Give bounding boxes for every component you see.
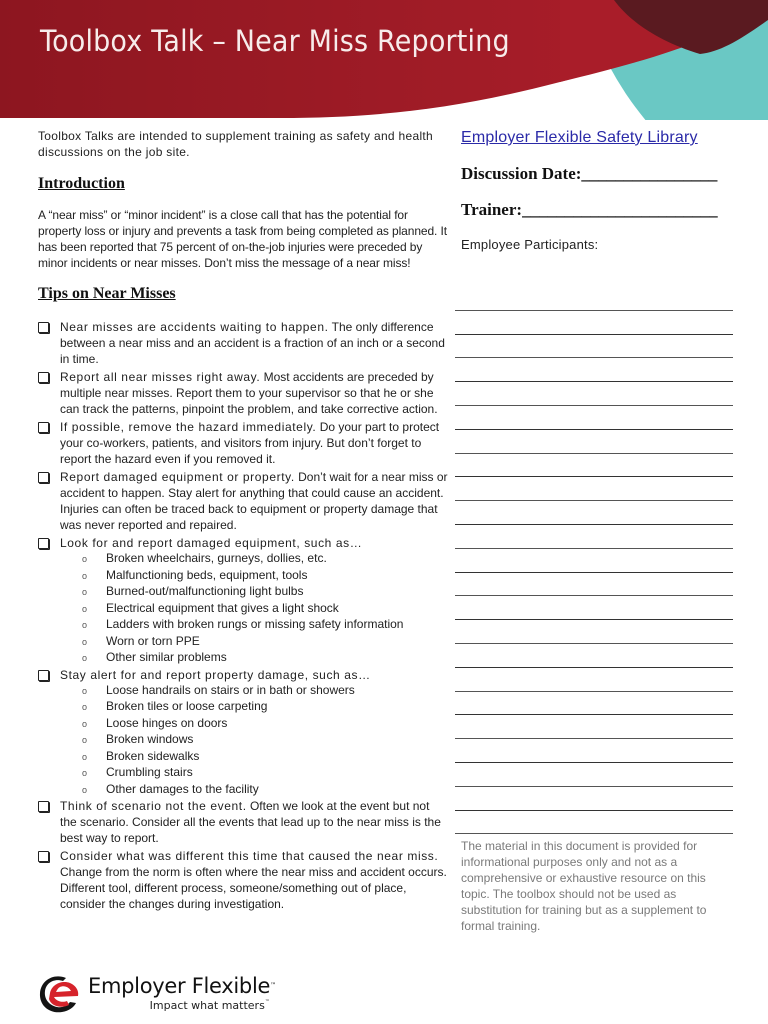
header-banner	[0, 0, 768, 120]
sublist-item: o Broken wheelchairs, gurneys, dollies, etc.	[82, 551, 448, 568]
trademark-mark: ™	[264, 999, 270, 1005]
participant-signature-line[interactable]	[455, 787, 733, 811]
participant-signature-line[interactable]	[455, 573, 733, 597]
hollow-bullet-icon: o	[82, 603, 88, 614]
sublist-item: o Broken tiles or loose carpeting	[82, 699, 448, 716]
sublist-item: o Loose handrails on stairs or in bath or showers	[82, 683, 448, 700]
checkbox-icon[interactable]	[38, 372, 49, 383]
participant-signature-line[interactable]	[455, 644, 733, 668]
main-content	[38, 128, 448, 914]
sublist-item: o Other damages to the facility	[82, 782, 448, 799]
sublist-item: o Electrical equipment that gives a light shock	[82, 601, 448, 618]
tip-body: Don’t wait for a near miss or accident to happen. Stay alert for anything that could cause an accident. Injuries can often be traced back to equipment or property damage that was never reported and repaired.	[60, 470, 448, 532]
participant-signature-line[interactable]	[455, 739, 733, 763]
tips-list	[38, 319, 448, 912]
introduction-heading: Introduction	[38, 175, 125, 192]
hollow-bullet-icon: o	[82, 718, 88, 729]
header-swoosh-graphic	[0, 0, 768, 120]
sublist-item: o Malfunctioning beds, equipment, tools	[82, 568, 448, 585]
tip-item	[38, 369, 448, 417]
logo-tagline: Impact what matters	[149, 999, 265, 1012]
hollow-bullet-icon: o	[82, 554, 88, 564]
tip-lead: Look for and report damaged equipment, such as…	[60, 536, 363, 550]
sublist-item: o Burned-out/malfunctioning light bulbs	[82, 584, 448, 601]
participant-signature-line[interactable]	[455, 430, 733, 454]
participant-signature-line[interactable]	[455, 620, 733, 644]
hollow-bullet-icon: o	[82, 751, 88, 762]
intro-lead-text: Toolbox Talks are intended to supplement training as safety and health discussions on the job site.	[38, 129, 434, 159]
checkbox-icon[interactable]	[38, 538, 49, 549]
tip-lead: If possible, remove the hazard immediately.	[60, 420, 317, 434]
participant-signature-line[interactable]	[455, 715, 733, 739]
participant-signature-lines	[455, 287, 733, 834]
employer-flexible-logo	[36, 970, 276, 1016]
checkbox-icon[interactable]	[38, 472, 49, 483]
participant-signature-line[interactable]	[455, 477, 733, 501]
page-title: Toolbox Talk – Near Miss Reporting	[40, 24, 510, 58]
checkbox-icon[interactable]	[38, 801, 49, 812]
checkbox-icon[interactable]	[38, 851, 49, 862]
trainer-field[interactable]	[461, 200, 735, 220]
trademark-mark: ™	[270, 982, 276, 989]
participant-signature-line[interactable]	[455, 549, 733, 573]
discussion-date-label: Discussion Date:	[461, 164, 582, 183]
checkbox-icon[interactable]	[38, 670, 49, 681]
participant-signature-line[interactable]	[455, 406, 733, 430]
checkbox-icon[interactable]	[38, 322, 49, 333]
sublist-item: o Crumbling stairs	[82, 765, 448, 782]
hollow-bullet-icon: o	[82, 570, 88, 581]
hollow-bullet-icon: o	[82, 653, 88, 663]
participant-signature-line[interactable]	[455, 811, 733, 835]
participant-signature-line[interactable]	[455, 311, 733, 335]
hollow-bullet-icon: o	[82, 685, 88, 696]
participant-signature-line[interactable]	[455, 358, 733, 382]
introduction-body: A “near miss” or “minor incident” is a close call that has the potential for property loss or injury and prevents a task from being completed as planned. It has been reported that 75 percent of on-the-job injuries were preceded by minor incidents or near misses. Don’t miss the message of a near miss!	[38, 208, 447, 270]
logo-e-icon	[36, 970, 82, 1016]
participant-signature-line[interactable]	[455, 335, 733, 359]
equipment-damage-sublist	[38, 551, 448, 667]
tip-item	[38, 667, 448, 683]
tips-heading: Tips on Near Misses	[38, 285, 176, 302]
checkbox-icon[interactable]	[38, 422, 49, 433]
hollow-bullet-icon: o	[82, 768, 88, 778]
hollow-bullet-icon: o	[82, 636, 88, 647]
participant-signature-line[interactable]	[455, 763, 733, 787]
participant-signature-line[interactable]	[455, 668, 733, 692]
property-damage-sublist	[38, 683, 448, 799]
tip-lead: Report damaged equipment or property.	[60, 470, 295, 484]
tip-body: Often we look at the event but not the scenario. Consider all the events that lead up to the near miss is the best way to report.	[60, 799, 441, 845]
sublist-item: o Worn or torn PPE	[82, 634, 448, 651]
participants-label: Employee Participants:	[461, 237, 599, 252]
tip-item	[38, 535, 448, 551]
tip-lead: Stay alert for and report property damage, such as…	[60, 667, 371, 682]
participant-signature-line[interactable]	[455, 692, 733, 716]
sublist-item: o Other similar problems	[82, 650, 448, 667]
tip-lead: Consider what was different this time that caused the near miss.	[60, 849, 439, 863]
tip-lead: Report all near misses right away.	[60, 370, 261, 384]
trainer-blank[interactable]: _______________________	[522, 200, 718, 219]
sublist-item: o Broken sidewalks	[82, 749, 448, 766]
tip-item	[38, 469, 448, 533]
hollow-bullet-icon: o	[82, 587, 88, 597]
discussion-date-blank[interactable]: ________________	[581, 164, 718, 183]
tip-body: The only difference between a near miss and an accident is a fraction of an inch or a second in time.	[60, 320, 445, 366]
disclaimer-text: The material in this document is provided for informational purposes only and not as a comprehensive or exhaustive resource on this topic. The toolbox should not be used as substitution for training but as a supplement to formal training.	[461, 839, 707, 933]
tip-item	[38, 419, 448, 467]
tip-lead: Near misses are accidents waiting to happen.	[60, 320, 329, 334]
participant-signature-line[interactable]	[455, 382, 733, 406]
participant-signature-line[interactable]	[455, 501, 733, 525]
tip-body: Most accidents are preceded by multiple near misses. Report them to your supervisor so that he or she can track the patterns, pinpoint the problem, and take corrective action.	[60, 370, 438, 416]
sublist-item: o Ladders with broken rungs or missing safety information	[82, 617, 448, 634]
safety-library-link[interactable]: Employer Flexible Safety Library	[461, 129, 698, 146]
sidebar	[455, 128, 735, 252]
tip-item	[38, 848, 448, 912]
tip-item	[38, 319, 448, 367]
logo-name: Employer Flexible	[88, 974, 271, 998]
sublist-item: o Broken windows	[82, 732, 448, 749]
participant-signature-line[interactable]	[455, 525, 733, 549]
trainer-label: Trainer:	[461, 200, 523, 219]
participant-signature-line[interactable]	[455, 287, 733, 311]
tip-item	[38, 798, 448, 846]
participant-signature-line[interactable]	[455, 454, 733, 478]
tip-lead: Think of scenario not the event.	[60, 799, 247, 813]
hollow-bullet-icon: o	[82, 735, 88, 745]
tip-body: Do your part to protect your co-workers, patients, and visitors from injury. But don’t forget to report the hazard even if you removed it.	[60, 420, 440, 466]
discussion-date-field[interactable]	[461, 164, 735, 184]
hollow-bullet-icon: o	[82, 620, 88, 630]
sublist-item: o Loose hinges on doors	[82, 716, 448, 733]
hollow-bullet-icon: o	[82, 702, 88, 712]
participant-signature-line[interactable]	[455, 596, 733, 620]
hollow-bullet-icon: o	[82, 784, 88, 795]
tip-body: Change from the norm is often where the near miss and accident occurs. Different tool, different process, someone/something out of place, consider the changes during investigation.	[60, 865, 447, 911]
